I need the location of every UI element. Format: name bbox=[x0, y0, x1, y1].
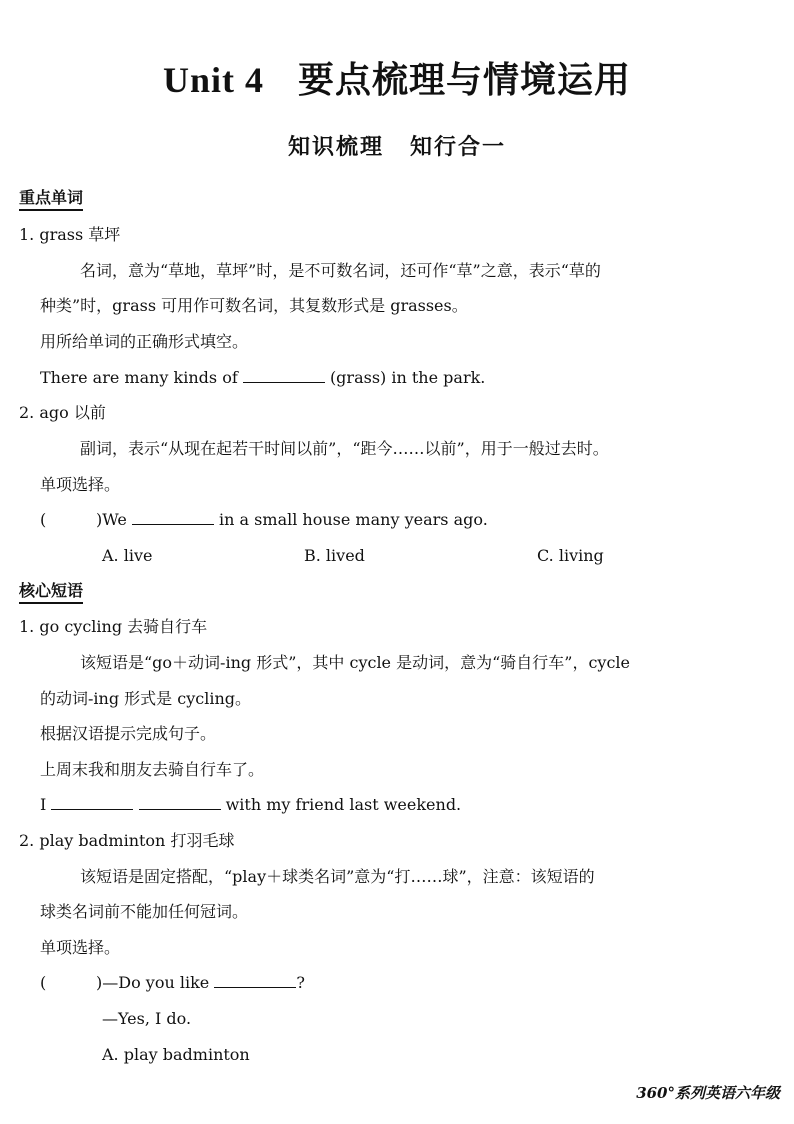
play-badminton-answer-line: —Yes, I do. bbox=[102, 1009, 192, 1028]
page-subtitle bbox=[0, 130, 794, 161]
subtitle-part1: 知识梳理 bbox=[287, 135, 384, 160]
go-cycling-question bbox=[40, 794, 461, 816]
play-badminton-option-a[interactable]: A. play badminton bbox=[102, 1045, 250, 1064]
word-item-ago-header: 2. ago 以前 bbox=[19, 403, 106, 422]
ago-question-before: )We bbox=[96, 510, 127, 529]
grass-description-line2: 种类”时，grass 可用作可数名词，其复数形式是 grasses。 bbox=[40, 296, 468, 315]
go-cycling-answer-blank-2[interactable] bbox=[139, 795, 221, 810]
grass-question-after: (grass) in the park. bbox=[329, 368, 486, 387]
play-badminton-instruction: 单项选择。 bbox=[40, 938, 121, 957]
ago-answer-paren[interactable]: ( bbox=[40, 510, 47, 529]
play-badminton-description-line2: 球类名词前不能加任何冠词。 bbox=[40, 902, 249, 921]
play-badminton-question-blank bbox=[214, 973, 296, 988]
ago-option-b[interactable]: B. lived bbox=[304, 546, 365, 565]
section-heading-key-words: 重点单词 bbox=[19, 188, 83, 211]
grass-question bbox=[40, 367, 485, 389]
subtitle-part2: 知行合一 bbox=[410, 135, 507, 160]
go-cycling-answer-blank-1[interactable] bbox=[51, 795, 133, 810]
word-item-grass-header: 1. grass 草坪 bbox=[19, 225, 121, 244]
phrase-item-play-badminton-header: 2. play badminton 打羽毛球 bbox=[19, 831, 235, 850]
grass-instruction: 用所给单词的正确形式填空。 bbox=[40, 332, 249, 351]
ago-question-after: in a small house many years ago. bbox=[219, 510, 488, 529]
go-cycling-description-line2: 的动词-ing 形式是 cycling。 bbox=[40, 689, 251, 708]
ago-question bbox=[40, 509, 488, 531]
unit-label: Unit 4 bbox=[162, 60, 264, 100]
title-text: 要点梳理与情境运用 bbox=[298, 60, 632, 100]
go-cycling-question-before: I bbox=[40, 795, 47, 814]
play-badminton-answer-paren[interactable]: ( bbox=[40, 973, 47, 992]
go-cycling-chinese-prompt: 上周末我和朋友去骑自行车了。 bbox=[40, 760, 265, 779]
ago-description: 副词，表示“从现在起若干时间以前”，“距今……以前”，用于一般过去时。 bbox=[80, 439, 609, 458]
ago-option-a[interactable]: A. live bbox=[102, 546, 153, 565]
phrase-item-go-cycling-header: 1. go cycling 去骑自行车 bbox=[19, 617, 208, 636]
grass-question-before: There are many kinds of bbox=[40, 368, 238, 387]
play-badminton-question-before: )—Do you like bbox=[96, 973, 210, 992]
play-badminton-question bbox=[40, 972, 305, 994]
play-badminton-description-line1: 该短语是固定搭配，“play＋球类名词”意为“打……球”，注意：该短语的 bbox=[80, 867, 595, 886]
ago-option-c[interactable]: C. living bbox=[537, 546, 604, 565]
go-cycling-question-after: with my friend last weekend. bbox=[225, 795, 462, 814]
ago-instruction: 单项选择。 bbox=[40, 475, 121, 494]
section-heading-key-phrases: 核心短语 bbox=[19, 581, 83, 604]
page-footer: 360°系列英语六年级 bbox=[636, 1084, 780, 1102]
grass-answer-blank[interactable] bbox=[243, 368, 325, 383]
go-cycling-description-line1: 该短语是“go＋动词-ing 形式”，其中 cycle 是动词，意为“骑自行车”，cycle bbox=[80, 653, 631, 672]
page-title bbox=[0, 52, 794, 103]
grass-description-line1: 名词，意为“草地，草坪”时，是不可数名词，还可作“草”之意，表示“草的 bbox=[80, 261, 601, 280]
ago-question-blank bbox=[132, 510, 214, 525]
go-cycling-instruction: 根据汉语提示完成句子。 bbox=[40, 724, 217, 743]
play-badminton-question-after: ? bbox=[296, 973, 305, 992]
